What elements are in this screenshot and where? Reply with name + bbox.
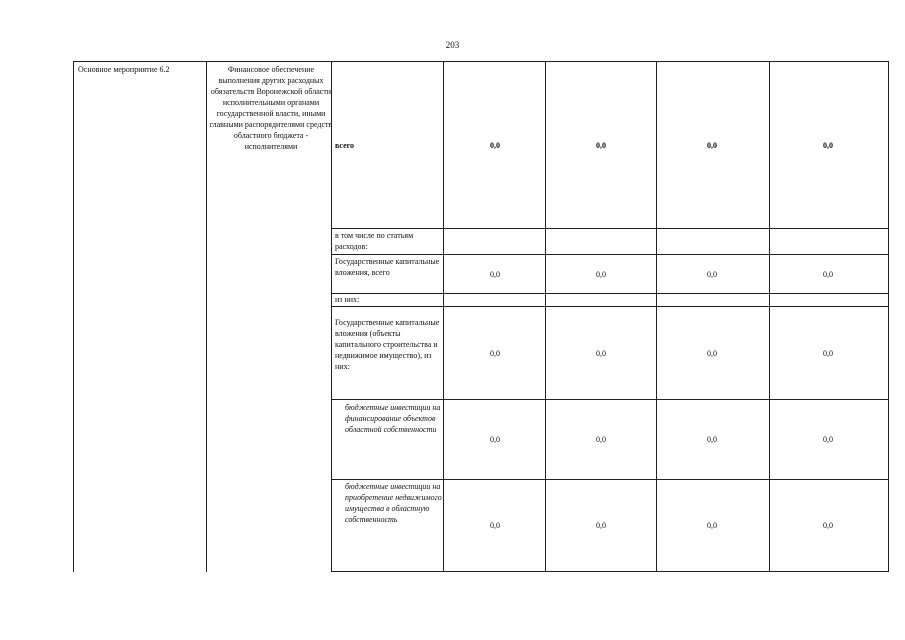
- table-cell: 0,0: [490, 521, 500, 530]
- table-cell: 0,0: [823, 349, 833, 358]
- column-divider: [656, 61, 657, 572]
- row-label: Государственные капитальные вложения (объекты капитального строительства и недвижимое имущество), из них:: [335, 318, 440, 371]
- table-cell: 0,0: [490, 270, 500, 279]
- table-cell: 0,0: [707, 141, 717, 150]
- row-divider: [331, 399, 889, 400]
- table-border-left: [73, 61, 74, 572]
- measure-description: Финансовое обеспечение выполнения других расходных обязательств Воронежской области исполнительными органами государственной власти, иными главными распорядителями средств областного бюджета - исполнителями: [209, 65, 333, 151]
- row-label: бюджетные инвестиции на финансирование объектов областной собственности: [345, 403, 441, 434]
- row-label: бюджетные инвестиции на приобретение недвижимого имущества в областную собственность: [345, 482, 442, 524]
- row-label: из них:: [335, 295, 360, 304]
- table-cell: 0,0: [823, 521, 833, 530]
- table-cell: 0,0: [707, 521, 717, 530]
- table-cell: 0,0: [596, 521, 606, 530]
- row-divider: [331, 254, 889, 255]
- table-cell: 0,0: [490, 349, 500, 358]
- row-divider: [331, 306, 889, 307]
- table-cell: 0,0: [490, 435, 500, 444]
- table-cell: 0,0: [823, 141, 833, 150]
- row-divider: [331, 228, 889, 229]
- row-label: всего: [335, 141, 355, 150]
- table-cell: 0,0: [707, 349, 717, 358]
- column-divider: [206, 61, 207, 572]
- table-cell: 0,0: [596, 141, 606, 150]
- column-divider: [545, 61, 546, 572]
- table-border-top: [73, 61, 889, 62]
- page-number: 203: [445, 40, 460, 50]
- table-border-right: [888, 61, 889, 572]
- column-divider: [443, 61, 444, 572]
- table-cell: 0,0: [707, 435, 717, 444]
- row-label: Государственные капитальные вложения, всего: [335, 257, 440, 277]
- row-divider: [331, 479, 889, 480]
- table-cell: 0,0: [823, 435, 833, 444]
- table-cell: 0,0: [596, 349, 606, 358]
- measure-label: Основное мероприятие 6.2: [78, 65, 170, 74]
- budget-table: [73, 61, 888, 572]
- table-cell: 0,0: [707, 270, 717, 279]
- table-cell: 0,0: [490, 141, 500, 150]
- table-border-bottom: [331, 571, 889, 572]
- column-divider: [769, 61, 770, 572]
- table-cell: 0,0: [596, 270, 606, 279]
- table-cell: 0,0: [596, 435, 606, 444]
- table-cell: 0,0: [823, 270, 833, 279]
- row-label: в том числе по статьям расходов:: [335, 231, 414, 251]
